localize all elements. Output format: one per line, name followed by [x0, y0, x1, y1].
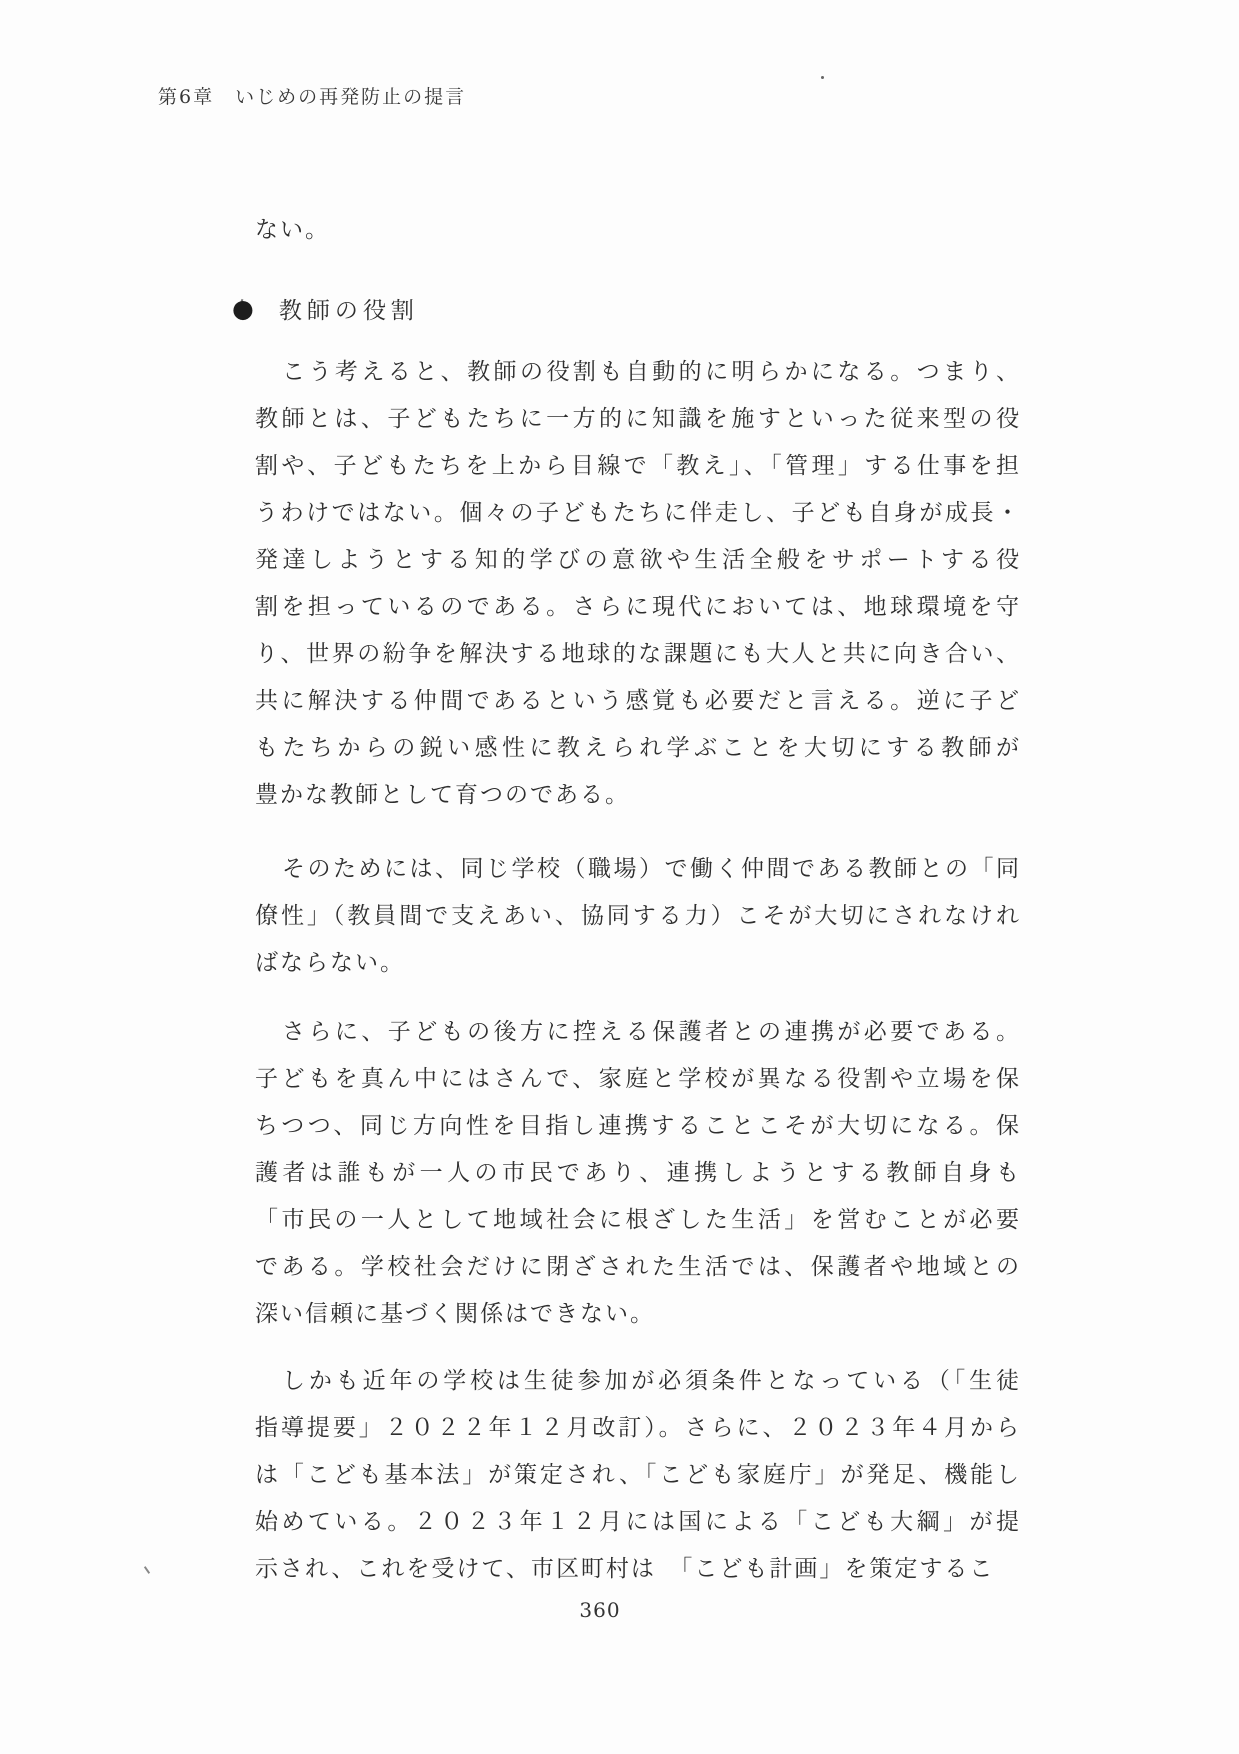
paragraph-line: 僚性」（教員間で支えあい、協同する力）こそが大切にされなけれ	[255, 903, 1021, 929]
section-title: 教師の役割	[278, 298, 419, 324]
paragraph-line: 護者は誰もが一人の市民であり、連携しようとする教師自身も	[255, 1160, 1021, 1186]
paragraph-line: 「市民の一人として地域社会に根ざした生活」を営むことが必要	[255, 1207, 1022, 1233]
scan-artifact	[144, 1566, 150, 1574]
paragraph-line: 豊かな教師として育つのである。	[255, 782, 630, 808]
page-content	[232, 207, 1022, 1593]
paragraph-line: 割や、子どもたちを上から目線で「教え」、「管理」する仕事を担	[255, 453, 1021, 479]
paragraph-line: 指導提要」２０２２年１２月改訂）。さらに、２０２３年４月から	[255, 1415, 1021, 1441]
paragraph	[255, 846, 1021, 987]
paragraph-line: 子どもを真ん中にはさんで、家庭と学校が異なる役割や立場を保	[255, 1066, 1021, 1092]
paragraph-line: うわけではない。個々の子どもたちに伴走し、子ども自身が成長・	[255, 500, 1021, 526]
paragraph-line: 共に解決する仲間であるという感覚も必要だと言える。逆に子ど	[255, 688, 1022, 714]
paragraph-line: である。学校社会だけに閉ざされた生活では、保護者や地域との	[255, 1254, 1021, 1280]
paragraphs-container	[255, 349, 1021, 1593]
paragraph-line: 発達しようとする知的学びの意欲や生活全般をサポートする役	[255, 547, 1021, 573]
page-number: 360	[579, 1598, 621, 1622]
paragraph-line: り、世界の紛争を解決する地球的な課題にも大人と共に向き合い、	[255, 641, 1021, 667]
paragraph	[255, 1009, 1021, 1338]
paragraph-line: 割を担っているのである。さらに現代においては、地球環境を守	[255, 594, 1021, 620]
paragraph-line: 示され、これを受けて、市区町村は 「こども計画」を策定するこ	[255, 1556, 995, 1582]
scan-artifact	[821, 76, 824, 79]
paragraph-line: こう考えると、教師の役割も自動的に明らかになる。つまり、	[282, 359, 1021, 385]
chapter-header: 第6章 いじめの再発防止の提言	[158, 86, 467, 108]
paragraph-line: は「こども基本法」が策定され、「こども家庭庁」が発足、機能し	[255, 1462, 1021, 1488]
paragraph-line: しかも近年の学校は生徒参加が必須条件となっている（「生徒	[282, 1368, 1021, 1394]
paragraph-line: ばならない。	[255, 950, 405, 976]
paragraph-line: 教師とは、子どもたちに一方的に知識を施すといった従来型の役	[255, 406, 1021, 432]
paragraph-line: さらに、子どもの後方に控える保護者との連携が必要である。	[282, 1019, 1021, 1045]
paragraph-line: そのためには、同じ学校（職場）で働く仲間である教師との「同	[282, 856, 1021, 882]
paragraph	[255, 1358, 1021, 1593]
paragraph-line: ちつつ、同じ方向性を目指し連携することこそが大切になる。保	[255, 1113, 1021, 1139]
paragraph-line: もたちからの鋭い感性に教えられ学ぶことを大切にする教師が	[255, 735, 1021, 761]
bullet-icon: ●	[232, 294, 254, 323]
section-heading	[232, 285, 1021, 332]
orphan-line: ない。	[255, 217, 330, 243]
paragraph	[255, 349, 1021, 819]
paragraph-line: 深い信頼に基づく関係はできない。	[255, 1301, 655, 1327]
paragraph-line: 始めている。２０２３年１２月には国による「こども大綱」が提	[255, 1509, 1021, 1535]
